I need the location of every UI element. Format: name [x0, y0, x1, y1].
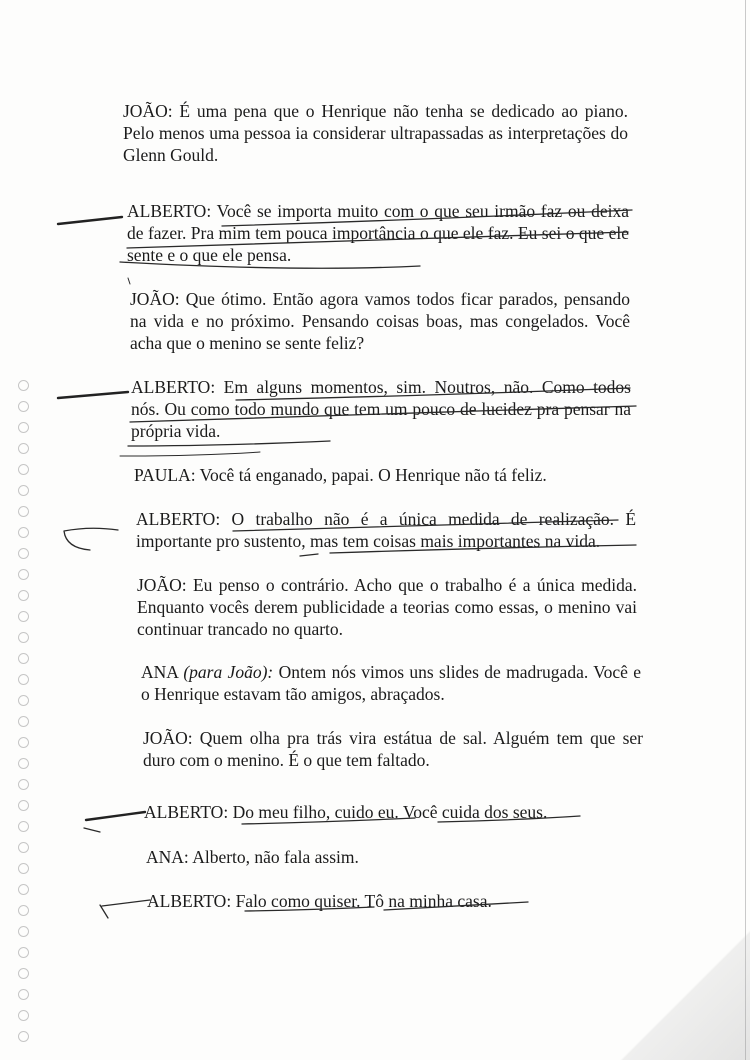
line-text: Quem olha pra trás vira estátua de sal. Alguém tem que ser duro com o menino. É o que tem faltado.	[143, 728, 643, 770]
dialogue-line	[134, 464, 634, 486]
speaker-name: ALBERTO:	[147, 891, 232, 911]
dialogue-line	[137, 574, 637, 640]
dialogue-line	[130, 288, 630, 354]
line-text: Falo como quiser. Tô na minha casa.	[235, 891, 492, 911]
dialogue-line	[136, 508, 636, 552]
speaker-name: ALBERTO:	[144, 802, 229, 822]
speaker-name: JOÃO:	[123, 101, 173, 121]
dialogue-line	[143, 727, 643, 771]
line-text: Em alguns momentos, sim. Noutros, não. Como todos nós. Ou como todo mundo que tem um pouco de lucidez pra pensar na própria vida.	[131, 377, 631, 441]
dialogue-line	[131, 376, 631, 442]
dialogue-line	[123, 100, 628, 166]
speaker-name: PAULA:	[134, 465, 196, 485]
dialogue-line	[127, 200, 629, 266]
speaker-name: ALBERTO:	[136, 509, 221, 529]
line-text: Você tá enganado, papai. O Henrique não tá feliz.	[199, 465, 547, 485]
speaker-name: ANA:	[146, 847, 189, 867]
speaker-name: ALBERTO:	[131, 377, 216, 397]
line-text: Você se importa muito com o que seu irmão faz ou deixa de fazer. Pra mim tem pouca importância o que ele faz. Eu sei o que ele sente e o que ele pensa.	[127, 201, 629, 265]
line-text: Alberto, não fala assim.	[192, 847, 359, 867]
line-text: Eu penso o contrário. Acho que o trabalho é a única medida. Enquanto vocês derem publicidade a teorias como essas, o menino vai continuar trancado no quarto.	[137, 575, 637, 639]
speaker-name: ALBERTO:	[127, 201, 212, 221]
stage-direction: (para João):	[183, 662, 274, 682]
line-text: É uma pena que o Henrique não tenha se dedicado ao piano. Pelo menos uma pessoa ia considerar ultrapassadas as interpretações do Glenn Gould.	[123, 101, 628, 165]
dialogue-line	[147, 890, 587, 912]
dialogue-line	[141, 661, 641, 705]
line-text: Que ótimo. Então agora vamos todos ficar parados, pensando na vida e no próximo. Pensando coisas boas, mas congelados. Você acha que o menino se sente feliz?	[130, 289, 630, 353]
speaker-name: JOÃO:	[130, 289, 180, 309]
line-text: Do meu filho, cuido eu. Você cuida dos seus.	[232, 802, 548, 822]
dialogue-line	[144, 801, 604, 823]
speaker-name: JOÃO:	[137, 575, 187, 595]
dialogue-line	[146, 846, 546, 868]
line-text: Ontem nós vimos uns slides de madrugada. Você e o Henrique estavam tão amigos, abraçados.	[141, 662, 642, 704]
speaker-name: ANA	[141, 662, 178, 682]
speaker-name: JOÃO:	[143, 728, 193, 748]
line-text: O trabalho não é a única medida de realização. É importante pro sustento, mas tem coisas mais importantes na vida.	[136, 509, 637, 551]
